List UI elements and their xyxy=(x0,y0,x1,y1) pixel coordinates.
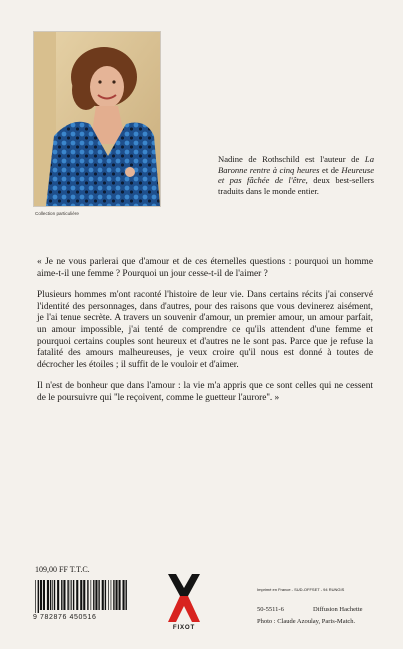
blurb-paragraph-3: Il n'est de bonheur que dans l'amour : la vie m'a appris que ce sont celles qui ne cessent de le poursuivre qui ''le reçoivent, comme le guetteur l'aurore''. » xyxy=(37,381,373,403)
publisher-logo xyxy=(166,572,202,624)
barcode-bar xyxy=(126,580,127,610)
barcode-bar xyxy=(47,580,49,610)
barcode-bar xyxy=(83,580,85,610)
barcode-bar xyxy=(57,580,59,610)
bio-book-title-1: La Baronne rentre à cinq heures xyxy=(218,154,374,175)
barcode-bar xyxy=(123,580,125,610)
blurb-paragraph-1: « Je ne vous parlerai que d'amour et de ces éternelles questions : pourquoi un homme aime-t-il une femme ? Pourquoi un jour cesse-t-il de l'aimer ? xyxy=(37,257,373,279)
barcode-bar xyxy=(111,580,112,610)
barcode-bar xyxy=(61,580,62,610)
bio-book-title-2: Heureuse et pas fâchée de l'être xyxy=(218,164,375,186)
barcode-bar xyxy=(105,580,106,610)
barcode-bar xyxy=(43,580,45,610)
barcode-bar xyxy=(91,580,92,610)
barcode-bar xyxy=(38,580,39,613)
bio-and: et de xyxy=(319,164,342,175)
fixot-logo-icon xyxy=(166,572,202,624)
barcode-bar xyxy=(63,580,65,610)
barcode-bar xyxy=(50,580,51,610)
barcode-bar xyxy=(80,580,82,610)
barcode-icon xyxy=(33,580,129,613)
blurb-paragraph-2: Plusieurs hommes m'ont raconté l'histoire de leur vie. Dans certains récits j'ai conservé l'identité des personnages, dans d'autres, pour des raisons que vous devinerez aisément, je l'ai tenue secrète. A travers un souvenir d'amour, un premier amour, un amour parfait, un amour impossible, j'ai tenté de comprendre ce qu'ils attendent d'une femme et pourquoi certains couples sont heureux et d'autres ne le sont pas. Parce que je refuse la fatalité des amours malheureuses, je veux croire qu'il nous est donné à toutes de décrocher les étoiles ; il suffit de le vouloir et d'aimer. xyxy=(37,290,373,370)
barcode-bar xyxy=(102,580,104,610)
barcode-bar xyxy=(54,580,55,610)
author-portrait-icon xyxy=(34,32,160,206)
barcode-bar xyxy=(113,580,114,610)
back-cover-blurb xyxy=(37,257,373,415)
barcode-bar xyxy=(108,580,109,610)
author-photo xyxy=(33,31,161,207)
author-bio xyxy=(218,154,374,196)
isbn-code: 50-5511-6 xyxy=(257,606,284,613)
barcode-bar xyxy=(87,580,88,610)
bio-intro: Nadine de Rothschild est l'auteur de xyxy=(218,154,360,164)
barcode xyxy=(33,580,129,613)
distributor: Diffusion Hachette xyxy=(313,606,363,613)
publisher-name: FIXOT xyxy=(172,624,196,631)
barcode-bar xyxy=(52,580,53,610)
printing-notice: Imprimé en France - SUD-OFFSET - 94 RUNGIS xyxy=(257,587,345,592)
barcode-bar xyxy=(71,580,72,610)
barcode-bar xyxy=(119,580,121,610)
photo-credit: Photo : Claude Azoulay, Paris-Match. xyxy=(257,618,356,625)
barcode-bar xyxy=(98,580,99,610)
bio-rest: , deux best-sellers traduits dans le monde entier. xyxy=(218,175,374,196)
barcode-bar xyxy=(35,580,36,613)
barcode-bar xyxy=(76,580,78,610)
barcode-bar xyxy=(93,580,94,610)
barcode-bar xyxy=(67,580,68,610)
barcode-bar xyxy=(95,580,97,610)
barcode-digits: 9 782876 450516 xyxy=(33,614,97,621)
barcode-bar xyxy=(70,580,71,610)
barcode-bar xyxy=(116,580,118,610)
photo-credit-collection: Collection particulière xyxy=(35,211,79,216)
price-label: 109,00 FF T.T.C. xyxy=(35,565,90,574)
barcode-bar xyxy=(40,580,42,610)
barcode-bar xyxy=(73,580,74,610)
